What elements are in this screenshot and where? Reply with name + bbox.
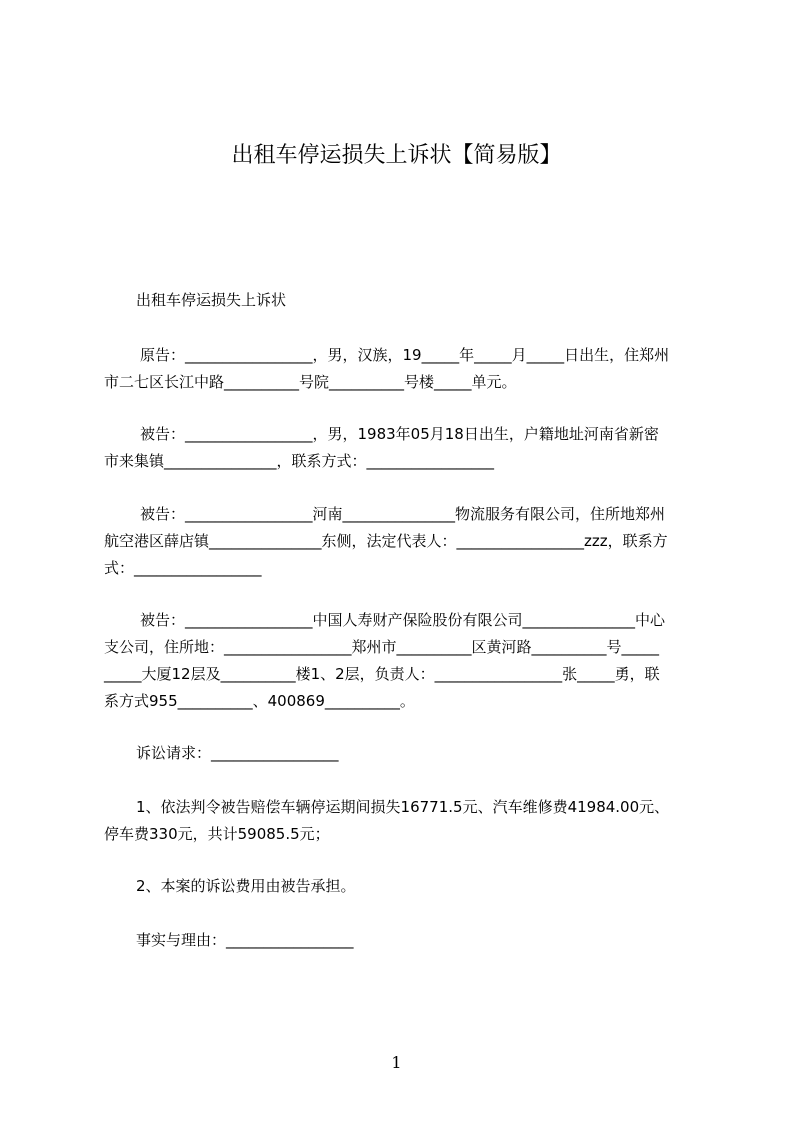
defendant3-line-2: 支公司，住所地：_________________郑州市__________区黄河路__________号_____ bbox=[104, 638, 660, 656]
plaintiff-line-1: 原告：_________________，男，汉族，19_____年_____月_____日出生，住郑州 bbox=[140, 346, 670, 364]
plaintiff-line-2: 市二七区长江中路__________号院__________号楼_____单元。 bbox=[104, 373, 517, 391]
defendant2-line-1: 被告：_________________河南_______________物流服务有限公司，住所地郑州 bbox=[140, 505, 666, 523]
defendant1-line-2: 市来集镇_______________，联系方式：_________________ bbox=[104, 452, 495, 470]
claim-1-line-1: 1、依法判令被告赔偿车辆停运期间损失16771.5元、汽车维修费41984.00元、 bbox=[136, 798, 670, 816]
claim-1-line-2: 停车费330元，共计59085.5元； bbox=[104, 825, 330, 843]
defendant3-line-1: 被告：_________________中国人寿财产保险股份有限公司_______________中心 bbox=[140, 611, 666, 629]
defendant3-line-4: 系方式955__________、400869__________。 bbox=[104, 692, 415, 710]
claims-heading: 诉讼请求：_________________ bbox=[136, 744, 339, 762]
defendant1-line-1: 被告：_________________，男，1983年05月18日出生，户籍地址河南省新密 bbox=[140, 425, 659, 443]
facts-heading: 事实与理由：_________________ bbox=[136, 931, 354, 949]
page-number: 1 bbox=[391, 1053, 402, 1072]
defendant3-line-3: _____大厦12层及__________楼1、2层，负责人：_________________张_____勇，联 bbox=[104, 665, 660, 683]
defendant2-line-3: 式：_________________ bbox=[104, 559, 262, 577]
document-title: 出租车停运损失上诉状【简易版】 bbox=[231, 143, 562, 168]
claim-2: 2、本案的诉讼费用由被告承担。 bbox=[136, 877, 356, 895]
document-heading: 出租车停运损失上诉状 bbox=[136, 291, 287, 309]
defendant2-line-2: 航空港区薛店镇_______________东侧，法定代表人：_________________zzz，联系方 bbox=[104, 532, 668, 550]
